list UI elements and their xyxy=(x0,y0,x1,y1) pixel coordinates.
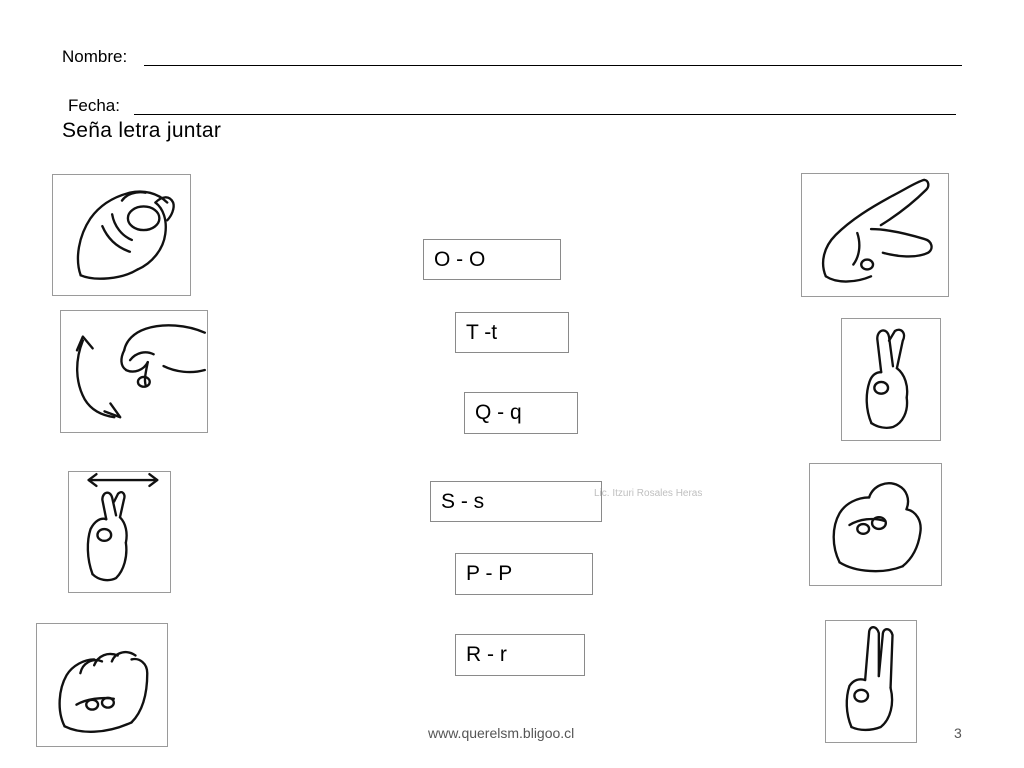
hand-sign-u-image xyxy=(825,620,917,743)
page-number: 3 xyxy=(954,725,962,741)
label-box-s[interactable] xyxy=(430,481,602,522)
label-text-q: Q - q xyxy=(475,401,522,424)
hand-sign-q-image xyxy=(60,310,208,433)
label-text-r: R - r xyxy=(466,643,507,666)
hand-sign-s-image xyxy=(36,623,168,747)
hand-sign-r-image xyxy=(841,318,941,441)
label-text-t: T -t xyxy=(466,320,498,344)
label-box-o[interactable] xyxy=(423,239,561,280)
label-text-p: P - P xyxy=(466,562,513,585)
hand-sign-o-image xyxy=(52,174,191,296)
date-label: Fecha: xyxy=(68,96,120,115)
label-box-r[interactable] xyxy=(455,634,585,676)
label-box-t[interactable] xyxy=(455,312,569,353)
date-field[interactable] xyxy=(68,96,120,116)
footer-url: www.querelsm.bligoo.cl xyxy=(428,725,575,741)
hand-sign-p-image xyxy=(801,173,949,297)
watermark-text: Lic. Itzuri Rosales Heras xyxy=(594,488,703,499)
label-box-q[interactable] xyxy=(464,392,578,434)
hand-sign-t-image xyxy=(809,463,942,586)
label-box-p[interactable] xyxy=(455,553,593,595)
label-text-s: S - s xyxy=(441,489,485,513)
label-text-o: O - O xyxy=(434,247,486,271)
name-label: Nombre: xyxy=(62,47,128,66)
name-field[interactable] xyxy=(62,47,127,67)
worksheet-title: Seña letra juntar xyxy=(62,119,222,142)
hand-sign-r-moving-image xyxy=(68,471,171,593)
